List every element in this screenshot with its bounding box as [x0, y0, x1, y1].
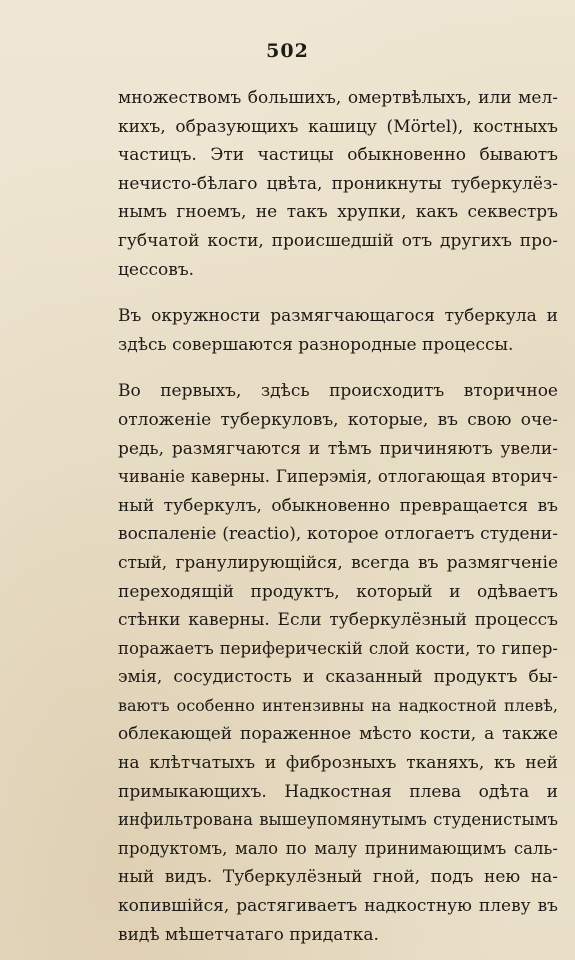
text-line: примыкающихъ. Надкостная плева одѣта и [118, 781, 558, 802]
text-line: ный туберкулъ, обыкновенно превращается въ [118, 495, 558, 516]
text-line: нечисто-бѣлаго цвѣта, проникнуты туберкулёз- [118, 173, 558, 194]
text-line: видѣ мѣшетчатаго придатка. [118, 924, 379, 945]
text-line: на клѣтчатыхъ и фиброзныхъ тканяхъ, къ ней [118, 753, 558, 774]
text-line: Въ окружности размягчающагося туберкула и [118, 306, 558, 327]
text-line: облекающей пораженное мѣсто кости, а также [118, 724, 558, 745]
paragraph-gap [118, 284, 558, 302]
text-line: стый, гранулирующійся, всегда въ размягченіе [118, 552, 558, 573]
paragraph [118, 302, 558, 359]
text-line: ный видъ. Туберкулёзный гной, подъ нею на- [118, 867, 558, 888]
text-line: эмія, сосудистость и сказанный продуктъ бы- [118, 667, 558, 688]
text-line: копившійся, растягиваетъ надкостную плеву въ [118, 896, 558, 917]
text-line: Во первыхъ, здѣсь происходитъ вторичное [118, 381, 558, 402]
page-number: 502 [266, 40, 309, 62]
body-text [118, 84, 558, 949]
text-line: продуктомъ, мало по малу принимающимъ саль- [118, 838, 558, 858]
text-line: отложеніе туберкуловъ, которые, въ свою оче- [118, 409, 558, 430]
text-line: редь, размягчаются и тѣмъ причиняютъ увели- [118, 438, 558, 459]
text-line: инфильтрована вышеупомянутымъ студенистымъ [118, 810, 558, 830]
text-line: переходящій продуктъ, который и одѣваетъ [118, 581, 558, 602]
text-line: губчатой кости, происшедшій отъ другихъ про- [118, 230, 558, 251]
text-line: здѣсь совершаются разнородные процессы. [118, 334, 514, 355]
text-line: стѣнки каверны. Если туберкулёзный процессъ [118, 610, 558, 631]
text-line: воспаленіе (reactio), которое отлогаетъ студени- [118, 524, 558, 545]
paragraph [118, 84, 558, 284]
text-line: ваютъ особенно интензивны на надкостной плевѣ, [118, 695, 558, 715]
text-line: нымъ гноемъ, не такъ хрупки, какъ секвестръ [118, 202, 558, 223]
text-line: множествомъ большихъ, омертвѣлыхъ, или мел- [118, 88, 558, 108]
text-line: поражаетъ периферическій слой кости, то гипер- [118, 638, 558, 658]
text-line: чиваніе каверны. Гиперэмія, отлогающая вторич- [118, 467, 558, 487]
paragraph [118, 377, 558, 949]
paragraph-gap [118, 359, 558, 377]
text-line: частицъ. Эти частицы обыкновенно бываютъ [118, 145, 558, 166]
text-line: кихъ, образующихъ кашицу (Mörtel), костныхъ [118, 116, 558, 137]
text-line: цессовъ. [118, 259, 195, 280]
